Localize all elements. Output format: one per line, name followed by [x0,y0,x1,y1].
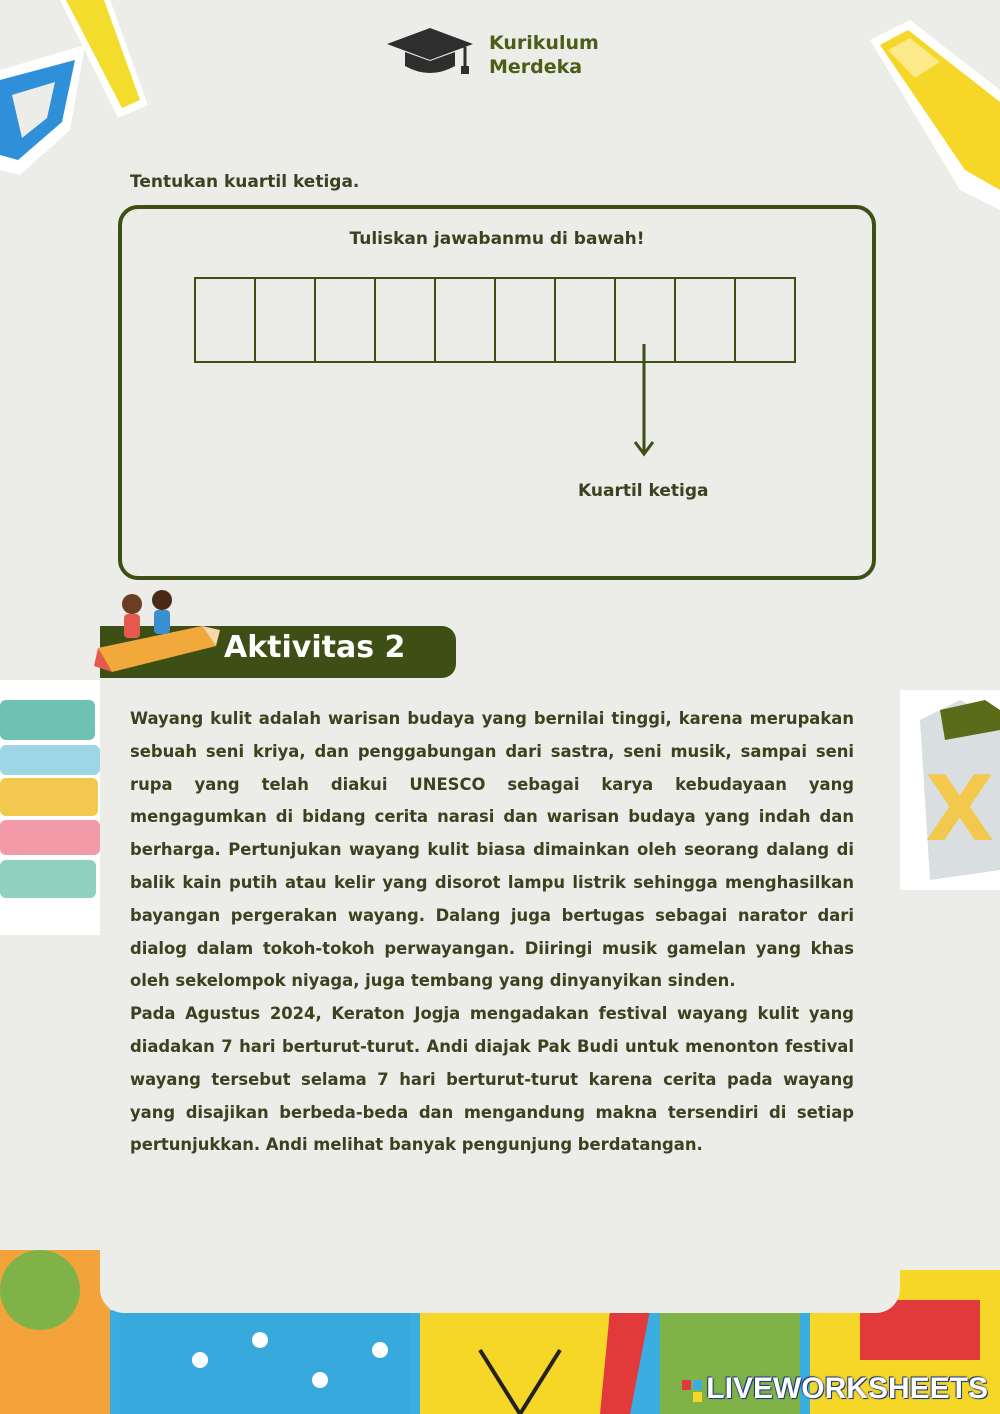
answer-cell-5[interactable] [436,277,496,363]
answer-cell-1[interactable] [196,277,256,363]
graduation-cap-icon [385,26,475,78]
arrow-down-icon [632,344,656,460]
answer-cells [194,277,796,363]
activity-title: Aktivitas 2 [224,630,406,665]
answer-cell-9[interactable] [676,277,736,363]
books-decoration [0,680,105,940]
answer-cell-4[interactable] [376,277,436,363]
answer-cell-6[interactable] [496,277,556,363]
brand-name [489,31,599,79]
kids-pencil-illustration [92,586,222,678]
answer-cell-7[interactable] [556,277,616,363]
liveworksheets-watermark[interactable]: LIVEWORKSHEETS [706,1372,988,1405]
story-text [130,703,854,1162]
liveworksheets-logo-icon [682,1380,702,1402]
answer-cell-10[interactable] [736,277,796,363]
answer-box [118,205,876,580]
answer-box-title: Tuliskan jawabanmu di bawah! [349,229,645,249]
instruction-text: Tentukan kuartil ketiga. [130,172,360,192]
brand-line-2: Merdeka [489,56,583,78]
svg-text:X: X [925,757,995,862]
answer-cell-3[interactable] [316,277,376,363]
story-paragraph-2: Pada Agustus 2024, Keraton Jogja mengadakan festival wayang kulit yang diadakan 7 hari berturut-turut. Andi diajak Pak Budi untuk menonton festival wayang tersebut selama 7 hari berturut-turut karena cerita pada wayang yang disajikan berbeda-beda dan mengandung makna tersendiri di setiap pertunjukkan. Andi melihat banyak pengunjung berdatangan. [130,1004,854,1155]
x-box-decoration [900,690,1000,900]
story-paragraph-1: Wayang kulit adalah warisan budaya yang bernilai tinggi, karena merupakan sebuah seni kriya, dan penggabungan dari sastra, seni musik, sampai seni rupa yang telah diakui UNESCO sebagai karya kebudayaan yang mengagumkan di bidang cerita narasi dan warisan budaya yang indah dan berharga. Pertunjukan wayang kulit biasa dimainkan oleh seorang dalang di balik kain putih atau kelir yang disorot lampu listrik sehingga menghasilkan bayangan pergerakan wayang. Dalang juga bertugas sebagai narator dari dialog dalam tokoh-tokoh perwayangan. Diiringi musik gamelan yang khas oleh sekelompok niyaga, juga tembang yang dinyanyikan sinden. [130,709,854,991]
brand-line-1: Kurikulum [489,32,599,54]
answer-cell-2[interactable] [256,277,316,363]
third-quartile-label: Kuartil ketiga [578,481,709,501]
